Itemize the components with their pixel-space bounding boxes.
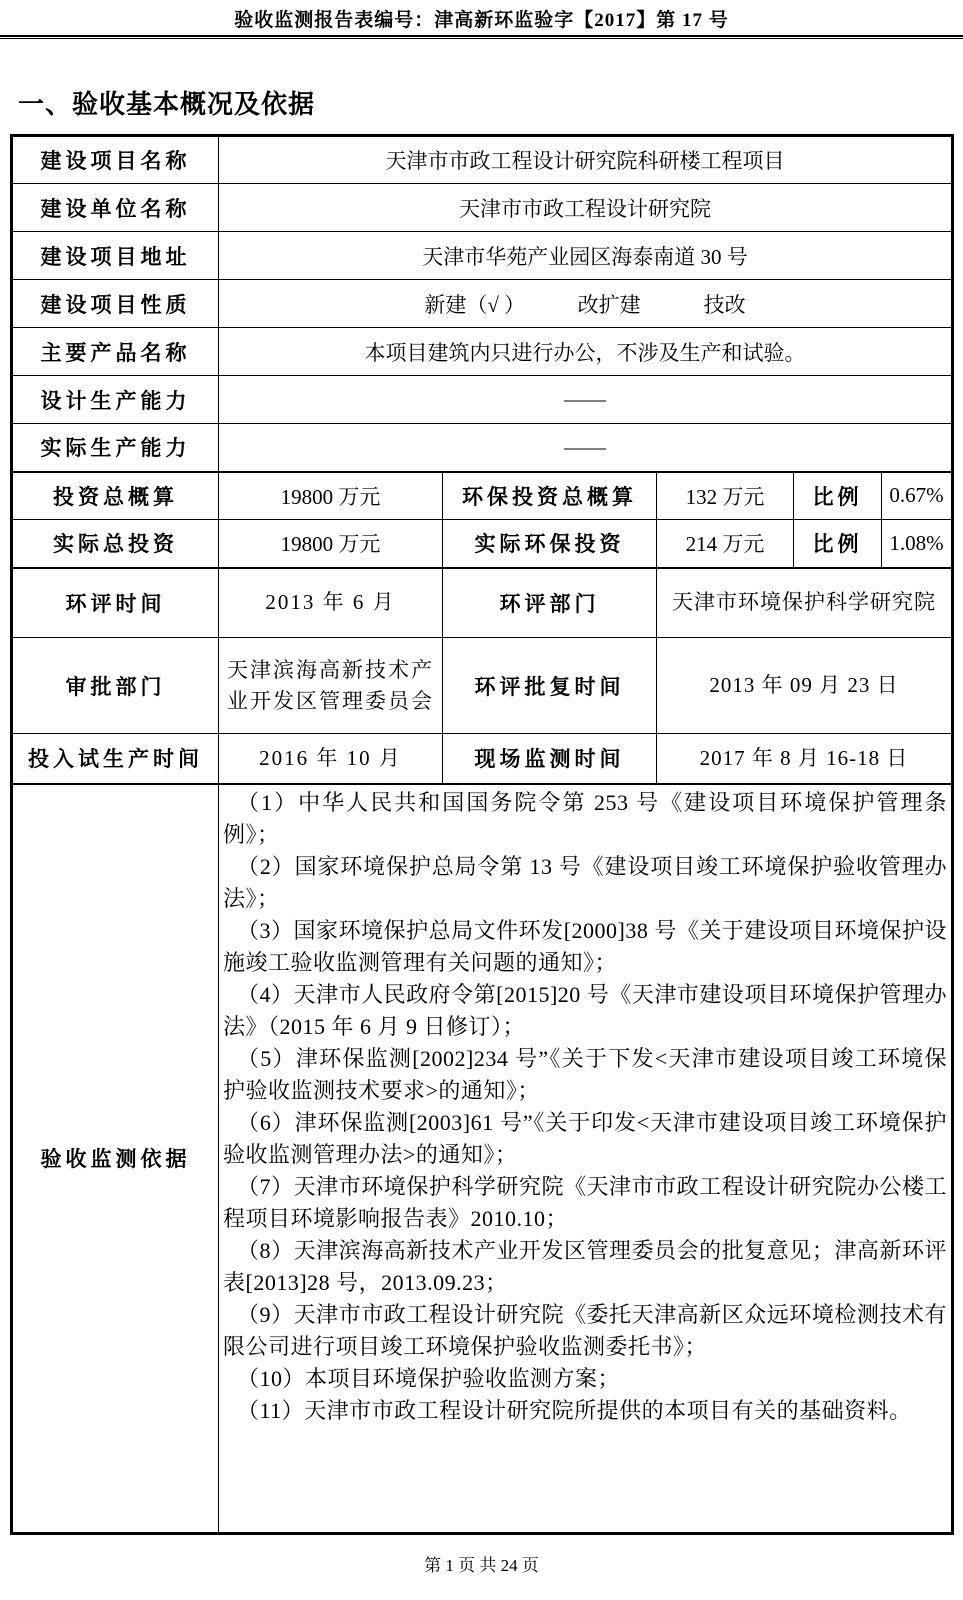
design-capacity-label: 设计生产能力	[12, 376, 219, 424]
header-rule	[0, 35, 963, 39]
actual-capacity-value: ——	[219, 424, 953, 472]
table-row	[12, 520, 953, 568]
construction-unit-label: 建设单位名称	[12, 184, 219, 232]
eia-time-label: 环评时间	[12, 568, 219, 638]
env-investment-budget-label: 环保投资总概算	[443, 472, 657, 520]
report-number-header: 验收监测报告表编号：津高新环监验字【2017】第 17 号	[234, 10, 729, 31]
investment-budget-value: 19800 万元	[219, 472, 443, 520]
basis-item: （5）津环保监测[2002]234 号”《关于下发<天津市建设项目竣工环境保护验收监测技术要求>的通知》；	[223, 1045, 948, 1103]
table-row	[12, 232, 953, 280]
page-number-footer: 第 1 页 共 24 页	[424, 1556, 539, 1575]
basis-item: （2）国家环境保护总局令第 13 号《建设项目竣工环境保护验收管理办法》；	[223, 853, 948, 911]
table-row	[12, 136, 953, 184]
basis-item: （9）天津市市政工程设计研究院《委托天津高新区众远环境检测技术有限公司进行项目竣工环境保护验收监测委托书》；	[223, 1301, 948, 1359]
section-title: 一、验收基本概况及依据	[18, 89, 316, 119]
actual-capacity-label: 实际生产能力	[12, 424, 219, 472]
basis-item: （11）天津市市政工程设计研究院所提供的本项目有关的基础资料。	[237, 1397, 912, 1423]
eia-approval-time-value: 2013 年 09 月 23 日	[657, 638, 953, 734]
table-row	[12, 638, 953, 734]
table-row	[12, 472, 953, 520]
project-name-label: 建设项目名称	[12, 136, 219, 184]
eia-department-value: 天津市环境保护科学研究院	[657, 568, 953, 638]
actual-investment-label: 实际总投资	[12, 520, 219, 568]
actual-env-investment-label: 实际环保投资	[443, 520, 657, 568]
eia-time-value: 2013 年 6 月	[219, 568, 443, 638]
basis-item: （8）天津滨海高新技术产业开发区管理委员会的批复意见；津高新环评表[2013]28 号，2013.09.23；	[223, 1237, 948, 1295]
table-row	[12, 424, 953, 472]
ratio-value: 1.08%	[882, 520, 953, 568]
monitoring-basis-value	[219, 784, 953, 1534]
trial-production-time-value: 2016 年 10 月	[219, 734, 443, 784]
table-row	[12, 184, 953, 232]
project-address-label: 建设项目地址	[12, 232, 219, 280]
main-product-value: 本项目建筑内只进行办公，不涉及生产和试验。	[219, 328, 953, 376]
env-investment-budget-value: 132 万元	[657, 472, 794, 520]
eia-department-label: 环评部门	[443, 568, 657, 638]
table-row	[12, 280, 953, 328]
project-address-value: 天津市华苑产业园区海泰南道 30 号	[219, 232, 953, 280]
site-monitoring-time-value: 2017 年 8 月 16-18 日	[657, 734, 953, 784]
basis-item: （4）天津市人民政府令第[2015]20 号《天津市建设项目环境保护管理办法》（2015 年 6 月 9 日修订）；	[223, 981, 948, 1039]
table-row	[12, 376, 953, 424]
trial-production-time-label: 投入试生产时间	[12, 734, 219, 784]
table-row	[12, 784, 953, 1534]
basis-item: （7）天津市环境保护科学研究院《天津市市政工程设计研究院办公楼工程项目环境影响报告表》2010.10；	[223, 1173, 948, 1231]
table-row	[12, 328, 953, 376]
approval-department-value: 天津滨海高新技术产业开发区管理委员会	[219, 638, 443, 734]
ratio-label: 比例	[794, 520, 882, 568]
investment-budget-label: 投资总概算	[12, 472, 219, 520]
ratio-value: 0.67%	[882, 472, 953, 520]
project-name-value: 天津市市政工程设计研究院科研楼工程项目	[219, 136, 953, 184]
project-nature-label: 建设项目性质	[12, 280, 219, 328]
approval-department-label: 审批部门	[12, 638, 219, 734]
project-nature-value: 新建（√ ） 改扩建 技改	[219, 280, 953, 328]
table-row	[12, 734, 953, 784]
basis-item: （10）本项目环境保护验收监测方案；	[237, 1365, 621, 1391]
eia-approval-time-label: 环评批复时间	[443, 638, 657, 734]
site-monitoring-time-label: 现场监测时间	[443, 734, 657, 784]
basis-item: （6）津环保监测[2003]61 号”《关于印发<天津市建设项目竣工环境保护验收监测管理办法>的通知》；	[223, 1109, 948, 1167]
table-row	[12, 568, 953, 638]
design-capacity-value: ——	[219, 376, 953, 424]
basic-info-table	[10, 134, 954, 1535]
actual-env-investment-value: 214 万元	[657, 520, 794, 568]
basis-item: （1）中华人民共和国国务院令第 253 号《建设项目环境保护管理条例》；	[223, 789, 948, 847]
construction-unit-value: 天津市市政工程设计研究院	[219, 184, 953, 232]
ratio-label: 比例	[794, 472, 882, 520]
actual-investment-value: 19800 万元	[219, 520, 443, 568]
basis-item: （3）国家环境保护总局文件环发[2000]38 号《关于建设项目环境保护设施竣工验收监测管理有关问题的通知》；	[223, 917, 948, 975]
main-product-label: 主要产品名称	[12, 328, 219, 376]
monitoring-basis-label: 验收监测依据	[12, 784, 219, 1534]
